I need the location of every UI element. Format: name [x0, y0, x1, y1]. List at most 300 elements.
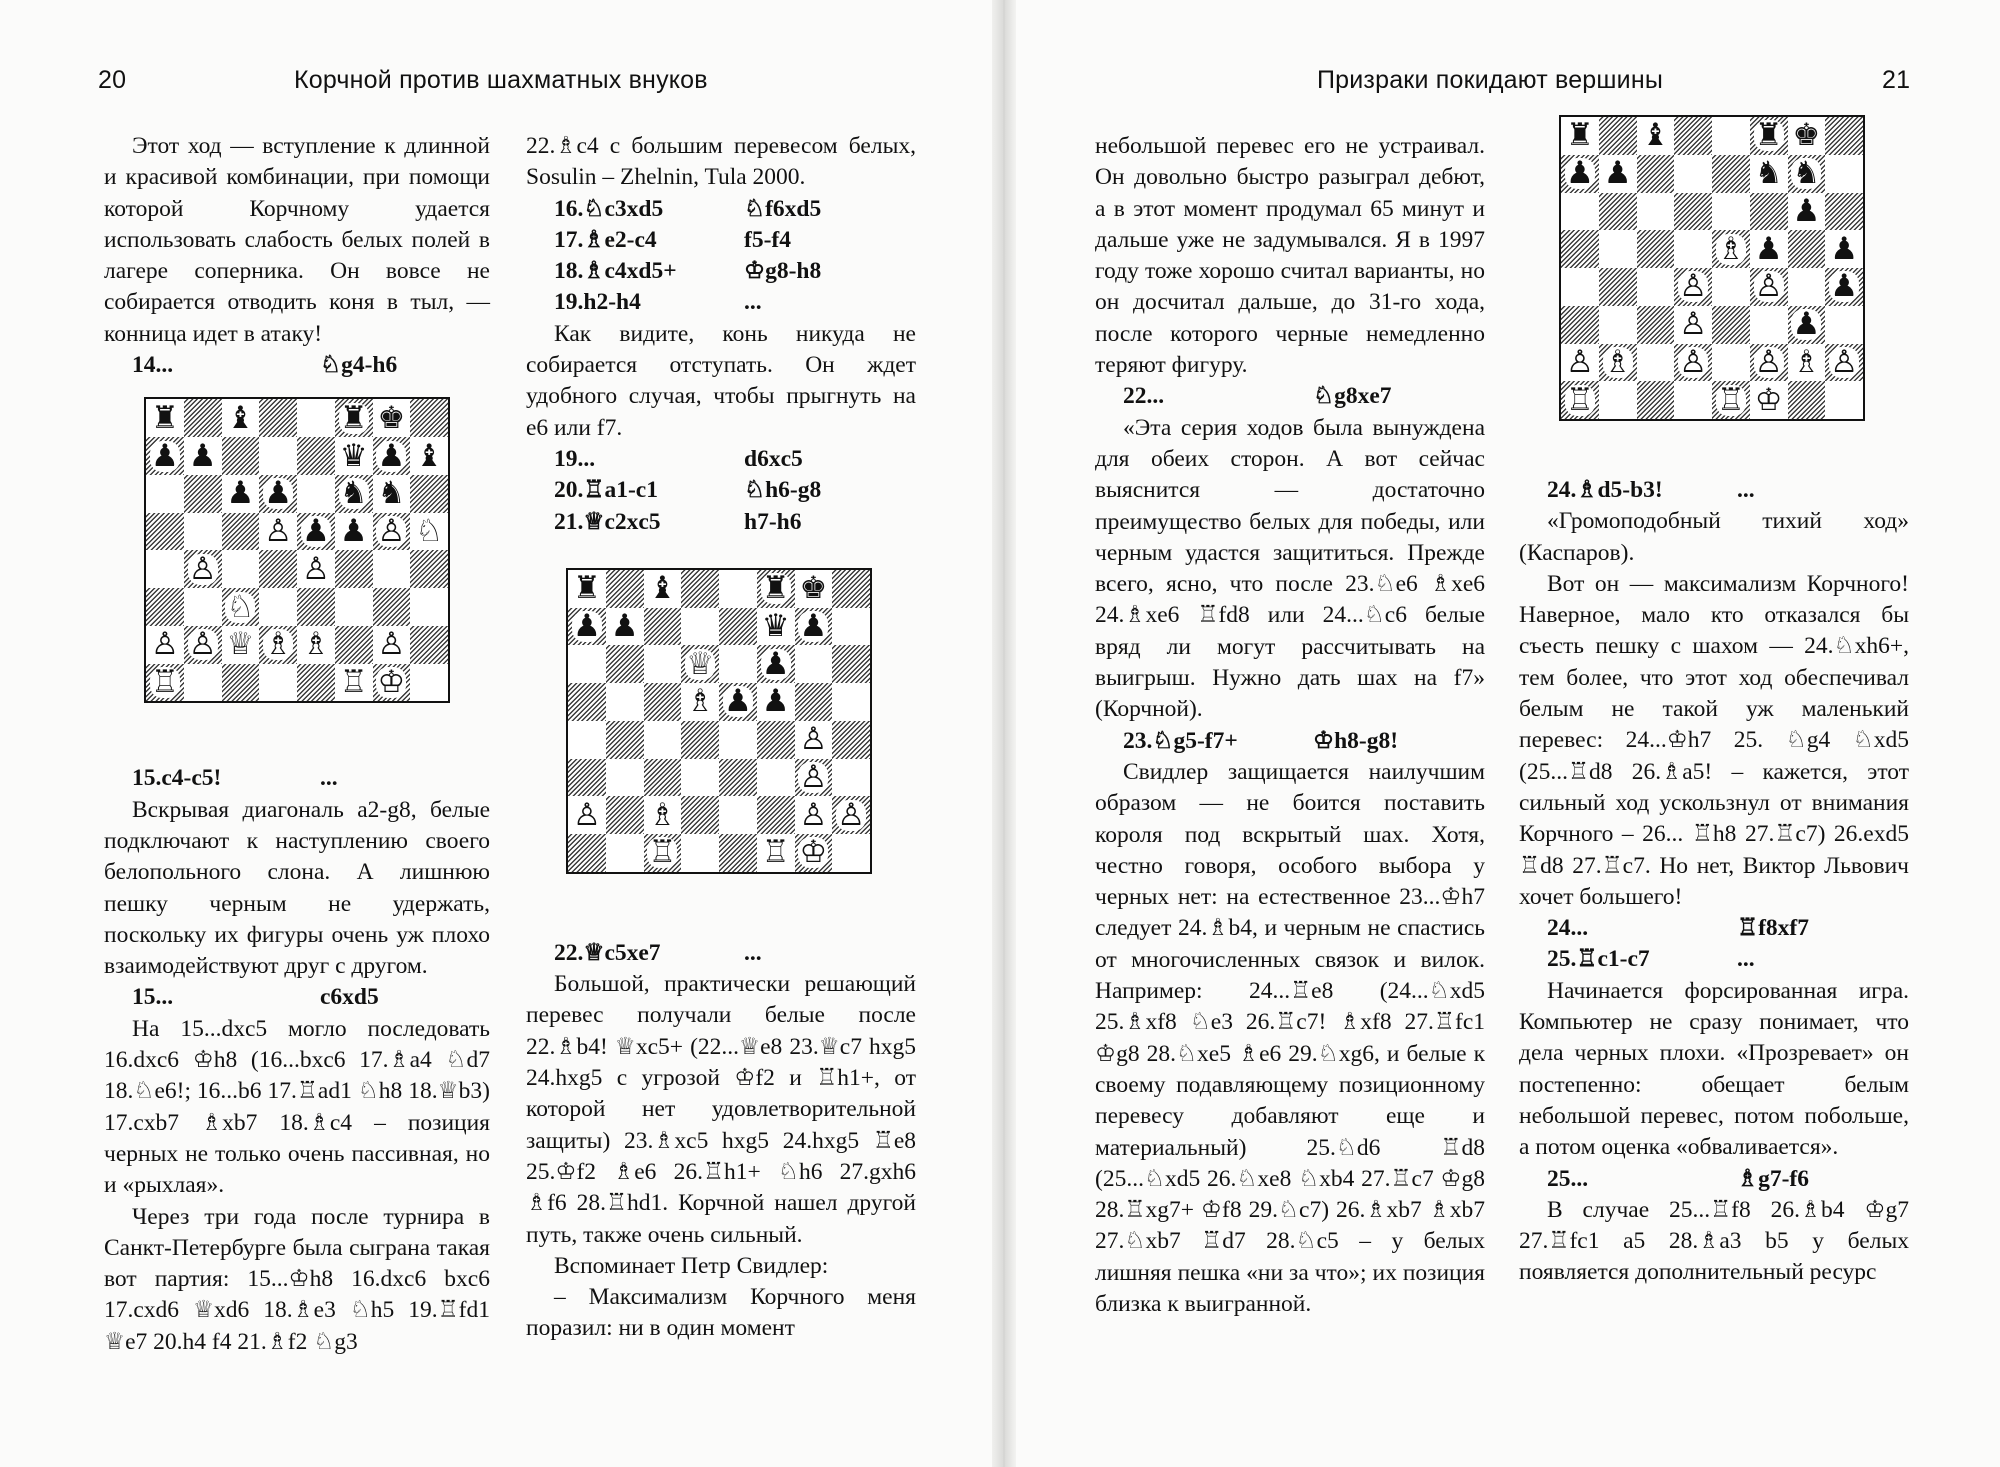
board-square [222, 626, 260, 664]
board-square [259, 664, 297, 702]
board-square [1561, 230, 1599, 268]
board-square [1599, 306, 1637, 344]
board-square [1788, 268, 1826, 306]
board-square [795, 645, 833, 683]
black-knight-icon: ♞ [339, 475, 368, 512]
black-pawn-icon: ♟ [723, 683, 752, 720]
black-king-icon: ♚ [799, 570, 828, 607]
move-line [1095, 381, 1485, 412]
board-square [1712, 155, 1750, 193]
board-square [795, 796, 833, 834]
black-rook-icon: ♜ [1754, 117, 1783, 154]
board-square [146, 513, 184, 551]
black-pawn-icon: ♟ [1792, 306, 1821, 343]
move-black: ♖f8xf7 [1737, 915, 1809, 942]
board-square [184, 437, 222, 475]
white-pawn-icon: ♙ [799, 758, 828, 795]
board-square [1599, 193, 1637, 231]
board-square [606, 608, 644, 646]
move-black: ♘g8xe7 [1313, 383, 1392, 410]
black-queen-icon: ♛ [339, 437, 368, 474]
white-king-icon: ♔ [377, 664, 406, 700]
black-king-icon: ♚ [377, 399, 406, 436]
white-rook-icon: ♖ [648, 834, 677, 871]
board-square [1712, 193, 1750, 231]
board-square [719, 834, 757, 872]
board-square [1599, 344, 1637, 382]
board-square [719, 759, 757, 797]
move-white: 14... [132, 352, 174, 379]
board-square [606, 759, 644, 797]
move-black: c6xd5 [320, 984, 379, 1011]
board-square [644, 834, 682, 872]
board-square [606, 570, 644, 608]
board-square [757, 683, 795, 721]
body-paragraph: Большой, практически решающий перевес получали белые после 22.♗b4! ♕xc5+ (22...♕e8 23.♕c7 hxg5 24.hxg5 с угрозой ♔f2 и ♖h1+, от которой нет удовлетворительной защиты) 23.♗xc5 hxg5 24.hxg5 ♖e8 25.♔f2 ♗e6 26.♖h1+ ♘h6 27.gxh6 ♗f6 28.♖hd1. Корчной нашел другой путь, также очень сильный. [526, 971, 916, 1248]
board-square [681, 796, 719, 834]
black-pawn-icon: ♟ [799, 607, 828, 644]
white-rook-icon: ♖ [761, 834, 790, 871]
white-pawn-icon: ♙ [1754, 343, 1783, 380]
board-square [335, 475, 373, 513]
board-square [757, 645, 795, 683]
board-square [1712, 381, 1750, 419]
white-queen-icon: ♕ [686, 645, 715, 682]
black-pawn-icon: ♟ [1830, 268, 1859, 305]
black-pawn-icon: ♟ [301, 513, 330, 549]
move-white: 21.♕c2xc5 [554, 508, 661, 535]
body-paragraph: «Эта серия ходов была вынуждена для обеих сторон. А вот сейчас выяснится — достаточно преимущество белых для победы, или черным удастся защититься. Прежде всего, ясно, что после 23.♘e6 ♗xe6 24.♗xe6 ♖fd8 или 24...♘c6 белые вряд ли могут рассчитывать на выигрыш. Нужно дать шах на f7» (Корчной). [1095, 414, 1485, 723]
black-pawn-icon: ♟ [1792, 192, 1821, 229]
board-square [410, 513, 448, 551]
board-square [1712, 268, 1750, 306]
move-white: 24... [1547, 915, 1589, 942]
board-square [184, 550, 222, 588]
board-square [568, 759, 606, 797]
black-pawn-icon: ♟ [226, 475, 255, 512]
white-bishop-icon: ♗ [264, 626, 293, 663]
board-square [644, 759, 682, 797]
board-square [259, 550, 297, 588]
board-square [1750, 344, 1788, 382]
board-square [644, 570, 682, 608]
board-square [1637, 381, 1675, 419]
board-square [146, 437, 184, 475]
black-pawn-icon: ♟ [761, 683, 790, 720]
white-pawn-icon: ♙ [1679, 306, 1708, 343]
move-white: 24.♗d5-b3! [1547, 477, 1663, 503]
black-bishop-icon: ♝ [415, 437, 444, 474]
move-white: 25.♖c1-c7 [1547, 946, 1650, 973]
board-square [335, 664, 373, 702]
board-square [832, 608, 870, 646]
move-white: 17.♗e2-c4 [554, 226, 657, 253]
board-square [1637, 193, 1675, 231]
board-square [1788, 155, 1826, 193]
move-line [526, 287, 916, 318]
board-square [719, 608, 757, 646]
white-pawn-icon: ♙ [150, 626, 179, 663]
body-paragraph: «Громоподобный тихий ход» (Каспаров). [1519, 508, 1909, 566]
move-line [1095, 726, 1485, 757]
board-square [681, 721, 719, 759]
board-square [606, 834, 644, 872]
board-square [795, 570, 833, 608]
board-square [832, 834, 870, 872]
board-square [795, 608, 833, 646]
board-square [719, 645, 757, 683]
board-square [1599, 155, 1637, 193]
board-square [1674, 193, 1712, 231]
board-square [297, 626, 335, 664]
board-square [568, 721, 606, 759]
white-rook-icon: ♖ [1565, 381, 1594, 418]
board-square [719, 796, 757, 834]
right-running-title: Призраки покидают вершины [1317, 66, 1663, 94]
move-black: ... [744, 939, 762, 966]
black-pawn-icon: ♟ [188, 437, 217, 474]
board-square [410, 626, 448, 664]
board-square [644, 683, 682, 721]
board-square [222, 399, 260, 437]
board-square [1712, 117, 1750, 155]
board-square [681, 570, 719, 608]
white-pawn-icon: ♙ [572, 796, 601, 833]
board-square [1788, 117, 1826, 155]
board-square [1750, 230, 1788, 268]
black-pawn-icon: ♟ [150, 437, 179, 474]
black-bishop-icon: ♝ [648, 570, 677, 607]
board-square [297, 437, 335, 475]
black-queen-icon: ♛ [761, 607, 790, 644]
board-square [410, 550, 448, 588]
board-square [1599, 117, 1637, 155]
board-square [606, 683, 644, 721]
board-square [184, 475, 222, 513]
move-line [104, 350, 490, 381]
black-pawn-icon: ♟ [761, 645, 790, 682]
left-page-column-1 [104, 131, 490, 1358]
move-line [104, 763, 490, 794]
board-square [757, 834, 795, 872]
black-pawn-icon: ♟ [377, 437, 406, 474]
board-square [1599, 268, 1637, 306]
board-square [719, 683, 757, 721]
black-knight-icon: ♞ [377, 475, 406, 512]
right-page-number: 21 [1882, 66, 1911, 94]
board-square [373, 550, 411, 588]
board-square [719, 570, 757, 608]
board-square [568, 796, 606, 834]
move-line [526, 475, 916, 506]
board-square [681, 683, 719, 721]
black-bishop-icon: ♝ [226, 399, 255, 436]
board-square [1825, 268, 1863, 306]
board-square [297, 588, 335, 626]
board-square [335, 626, 373, 664]
move-black: h7-h6 [744, 508, 802, 535]
white-bishop-icon: ♗ [1792, 343, 1821, 380]
board-square [1712, 344, 1750, 382]
black-pawn-icon: ♟ [339, 513, 368, 549]
board-square [1674, 344, 1712, 382]
board-square [335, 437, 373, 475]
board-square [259, 399, 297, 437]
board-square [184, 626, 222, 664]
board-square [1825, 306, 1863, 344]
move-black: ♘h6-g8 [744, 477, 822, 504]
white-queen-icon: ♕ [226, 626, 255, 663]
black-knight-icon: ♞ [1754, 155, 1783, 192]
board-square [1637, 117, 1675, 155]
board-square [335, 399, 373, 437]
black-rook-icon: ♜ [1565, 117, 1594, 154]
board-square [297, 399, 335, 437]
board-square [297, 664, 335, 702]
move-line [526, 256, 916, 287]
board-square [1825, 117, 1863, 155]
black-king-icon: ♚ [1792, 117, 1821, 154]
board-square [1637, 155, 1675, 193]
board-square [373, 399, 411, 437]
black-pawn-icon: ♟ [1830, 230, 1859, 267]
move-black: ♘f6xd5 [744, 195, 822, 222]
board-square [335, 513, 373, 551]
move-line [526, 444, 916, 475]
right-page-column-2 [1519, 117, 1909, 1289]
board-square [184, 399, 222, 437]
board-square [719, 721, 757, 759]
board-square [1750, 381, 1788, 419]
board-square [1561, 381, 1599, 419]
board-square [1637, 306, 1675, 344]
move-white: 19... [554, 445, 596, 472]
chess-diagram-b3 [1559, 115, 1865, 421]
board-square [373, 513, 411, 551]
board-square [1750, 117, 1788, 155]
board-square [259, 475, 297, 513]
board-square [832, 721, 870, 759]
board-square [1561, 155, 1599, 193]
board-square [1712, 306, 1750, 344]
board-square [1825, 155, 1863, 193]
white-pawn-icon: ♙ [377, 626, 406, 663]
board-square [410, 475, 448, 513]
board-square [373, 588, 411, 626]
board-square [568, 645, 606, 683]
white-pawn-icon: ♙ [1754, 268, 1783, 305]
chess-diagram-b1 [144, 397, 450, 703]
board-square [410, 588, 448, 626]
left-running-title: Корчной против шахматных внуков [294, 66, 708, 94]
board-square [681, 834, 719, 872]
white-bishop-icon: ♗ [648, 796, 677, 833]
board-square [757, 608, 795, 646]
move-white: 23.♘g5-f7+ [1123, 727, 1238, 754]
book-gutter [992, 0, 1016, 1467]
board-square [1561, 193, 1599, 231]
board-square [1750, 306, 1788, 344]
board-square [757, 796, 795, 834]
board-square [1825, 381, 1863, 419]
move-black: ... [744, 289, 762, 316]
white-bishop-icon: ♗ [686, 683, 715, 720]
white-bishop-icon: ♗ [1603, 343, 1632, 380]
board-square [373, 626, 411, 664]
board-square [757, 721, 795, 759]
board-square [297, 475, 335, 513]
board-square [1599, 230, 1637, 268]
move-black: f5-f4 [744, 226, 791, 253]
board-square [297, 550, 335, 588]
move-black: d6xc5 [744, 445, 803, 472]
board-square [832, 683, 870, 721]
right-page-column-1 [1095, 131, 1485, 1320]
board-square [1825, 193, 1863, 231]
body-paragraph: Вскрывая диагональ a2-g8, белые подключают к наступлению своего белопольного слона. А лишнюю пешку черным не удержать, поскольку их фигуры очень уж плохо взаимодействуют друг с другом. [104, 796, 490, 980]
board-square [184, 664, 222, 702]
board-square [1561, 344, 1599, 382]
body-paragraph: Как видите, конь никуда не собирается отступать. Он ждет удобного случая, чтобы прыгнуть на e6 или f7. [526, 320, 916, 441]
board-square [1561, 117, 1599, 155]
board-square [1561, 306, 1599, 344]
board-square [373, 475, 411, 513]
move-line [1519, 475, 1909, 506]
white-pawn-icon: ♙ [837, 796, 866, 833]
move-white: 22.♕c5xe7 [554, 939, 661, 966]
board-square [1788, 306, 1826, 344]
board-square [297, 513, 335, 551]
move-white: 18.♗c4xd5+ [554, 258, 677, 285]
white-pawn-icon: ♙ [1830, 343, 1859, 380]
board-square [146, 588, 184, 626]
board-square [222, 664, 260, 702]
white-rook-icon: ♖ [1716, 381, 1745, 418]
body-paragraph: Этот ход — вступление к длинной и красивой комбинации, при помощи которой Корчному удается использовать слабость белых полей в лагере соперника. Он вовсе не собирается отводить коня в тыл, — конница идет в атаку! [104, 133, 490, 347]
move-black: ♔h8-g8! [1313, 727, 1399, 754]
white-rook-icon: ♖ [339, 664, 368, 700]
board-square [146, 399, 184, 437]
white-pawn-icon: ♙ [377, 513, 406, 549]
white-pawn-icon: ♙ [1679, 268, 1708, 305]
move-black: ... [320, 765, 338, 792]
left-page-number: 20 [98, 66, 127, 94]
board-square [222, 513, 260, 551]
board-square [222, 475, 260, 513]
board-square [757, 570, 795, 608]
board-square [184, 588, 222, 626]
board-square [1674, 268, 1712, 306]
board-square [259, 437, 297, 475]
board-square [644, 645, 682, 683]
black-pawn-icon: ♟ [610, 607, 639, 644]
board-square [184, 513, 222, 551]
black-pawn-icon: ♟ [264, 475, 293, 512]
white-pawn-icon: ♙ [264, 513, 293, 549]
board-square [832, 759, 870, 797]
board-square [644, 796, 682, 834]
board-square [757, 759, 795, 797]
body-paragraph: небольшой перевес его не устраивал. Он довольно быстро разыграл дебют, а в этот момент продумал 65 минут и дальше уже не задумывался. Я в 1997 году тоже хорошо считал варианты, но он досчитал дальше, до 31-го хода, после которого черные немедленно теряют фигуру. [1095, 133, 1485, 379]
black-pawn-icon: ♟ [572, 607, 601, 644]
body-paragraph: На 15...dxc5 могло последовать 16.dxc6 ♔h8 (16...bxc6 17.♗a4 ♘d7 18.♘e6!; 16...b6 17.♖ad1 ♘h8 18.♕b3) 17.cxb7 ♗xb7 18.♗c4 – позиция черных не только очень пассивная, но и «рыхлая». [104, 1015, 490, 1199]
board-square [373, 664, 411, 702]
move-white: 16.♘c3xd5 [554, 195, 664, 222]
board-square [568, 683, 606, 721]
board-square [1788, 381, 1826, 419]
black-bishop-icon: ♝ [1641, 117, 1670, 154]
body-paragraph: 22.♗c4 с большим перевесом белых, Sosulin – Zhelnin, Tula 2000. [526, 133, 916, 191]
board-square [1674, 230, 1712, 268]
black-rook-icon: ♜ [572, 570, 601, 607]
board-square [1750, 155, 1788, 193]
board-square [1825, 344, 1863, 382]
black-rook-icon: ♜ [761, 570, 790, 607]
board-square [1674, 381, 1712, 419]
move-black: ... [1737, 946, 1755, 973]
white-pawn-icon: ♙ [1679, 343, 1708, 380]
board-square [373, 437, 411, 475]
board-square [568, 570, 606, 608]
left-page-column-2 [526, 131, 916, 1345]
white-bishop-icon: ♗ [301, 626, 330, 663]
board-square [335, 550, 373, 588]
move-line [104, 982, 490, 1013]
board-square [1788, 193, 1826, 231]
move-white: 15... [132, 984, 174, 1011]
black-pawn-icon: ♟ [1754, 230, 1783, 267]
move-black: ♗g7-f6 [1737, 1165, 1809, 1192]
white-pawn-icon: ♙ [188, 550, 217, 587]
white-knight-icon: ♘ [415, 513, 444, 549]
white-knight-icon: ♘ [226, 588, 255, 625]
body-paragraph: Через три года после турнира в Санкт-Петербурге была сыграна такая вот партия: 15...♔h8 16.dxc6 bxc6 17.cxd6 ♕xd6 18.♗e3 ♘h5 19.♖fd1 ♕e7 20.h4 f4 21.♗f2 ♘g3 [104, 1203, 490, 1355]
board-square [795, 759, 833, 797]
board-square [146, 550, 184, 588]
chess-diagram-b2 [566, 568, 872, 874]
move-line [1519, 1164, 1909, 1195]
move-white: 25... [1547, 1165, 1589, 1192]
black-knight-icon: ♞ [1792, 155, 1821, 192]
board-square [1788, 344, 1826, 382]
move-line [1519, 944, 1909, 975]
white-king-icon: ♔ [1754, 381, 1783, 418]
white-pawn-icon: ♙ [799, 796, 828, 833]
board-square [1825, 230, 1863, 268]
board-square [222, 437, 260, 475]
black-pawn-icon: ♟ [1603, 155, 1632, 192]
board-square [410, 664, 448, 702]
board-square [1674, 306, 1712, 344]
black-rook-icon: ♜ [150, 399, 179, 436]
board-square [1788, 230, 1826, 268]
board-square [1637, 344, 1675, 382]
move-white: 22... [1123, 383, 1165, 410]
board-square [681, 645, 719, 683]
board-square [335, 588, 373, 626]
board-square [1750, 193, 1788, 231]
white-bishop-icon: ♗ [1716, 230, 1745, 267]
move-line [526, 938, 916, 969]
body-paragraph: Вспоминает Петр Свидлер: [554, 1252, 829, 1279]
body-paragraph: В случае 25...♖f8 26.♗b4 ♔g7 27.♖fc1 a5 28.♗a3 b5 у белых появляется дополнительный ресурс [1519, 1196, 1909, 1286]
board-square [146, 626, 184, 664]
board-square [259, 513, 297, 551]
move-white: 15.c4-c5! [132, 765, 222, 792]
black-rook-icon: ♜ [339, 399, 368, 436]
move-line [526, 194, 916, 225]
board-square [568, 834, 606, 872]
